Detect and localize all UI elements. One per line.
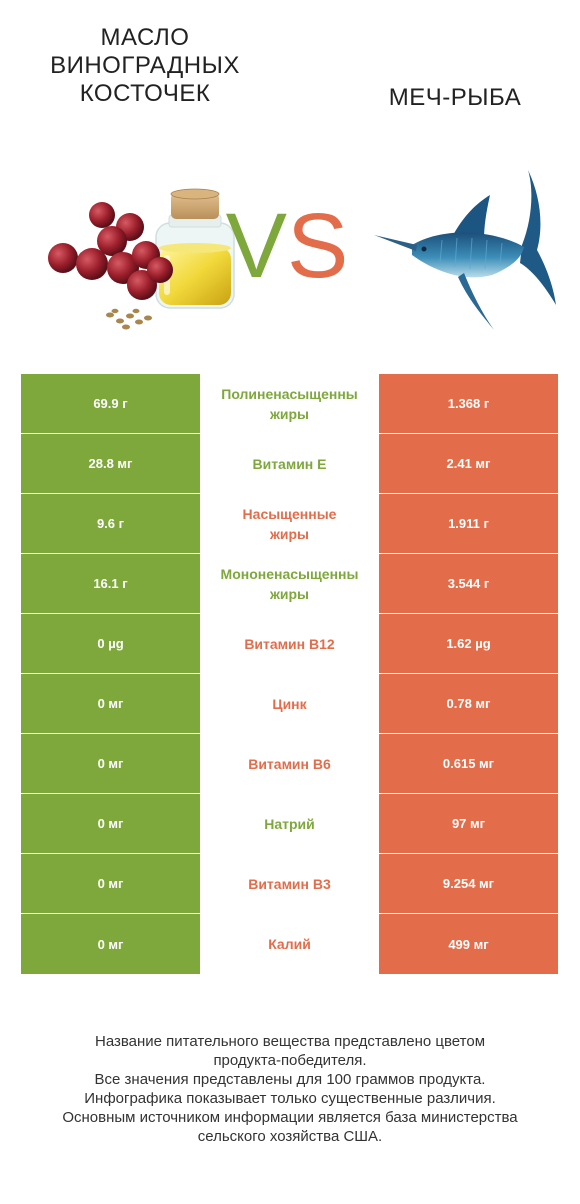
nutrient-name-line: жиры [269, 586, 310, 602]
right-value: 0.615 мг [379, 734, 558, 794]
footer-line: Все значения представлены для 100 граммов продукта. [94, 1071, 486, 1088]
right-value: 1.911 г [379, 494, 558, 554]
left-title-line: ВИНОГРАДНЫХ [50, 52, 240, 79]
table-row [21, 734, 558, 794]
right-value: 1.62 µg [379, 614, 558, 674]
right-value: 2.41 мг [379, 434, 558, 494]
nutrient-name-line: Витамин B12 [244, 636, 335, 652]
table-row [21, 854, 558, 914]
nutrient-comparison-table [21, 374, 558, 974]
table-row [21, 914, 558, 974]
left-value: 9.6 г [21, 494, 200, 554]
swordfish-image [372, 165, 562, 340]
nutrient-name [200, 374, 379, 434]
nutrient-name [200, 554, 379, 614]
nutrient-name-line: Витамин B3 [248, 876, 331, 892]
footer-line: сельского хозяйства США. [197, 1128, 383, 1145]
nutrient-name-line: жиры [269, 406, 310, 422]
left-value: 16.1 г [21, 554, 200, 614]
nutrient-name-line: жиры [269, 526, 310, 542]
left-value: 0 µg [21, 614, 200, 674]
vs-v: V [225, 195, 287, 297]
left-title-line: КОСТОЧЕК [79, 80, 211, 107]
left-value: 0 мг [21, 674, 200, 734]
nutrient-name-line: Цинк [272, 696, 307, 712]
nutrient-name [200, 854, 379, 914]
right-value: 3.544 г [379, 554, 558, 614]
grapeseed-oil-image [40, 185, 240, 335]
nutrient-name-line: Мононенасыщенны [220, 566, 359, 582]
nutrient-name [200, 494, 379, 554]
table-row [21, 494, 558, 554]
footer-line: продукта-победителя. [213, 1052, 367, 1069]
footer-line: Основным источником информации является база министерства [62, 1109, 518, 1126]
right-value: 97 мг [379, 794, 558, 854]
nutrient-name [200, 734, 379, 794]
right-value: 9.254 мг [379, 854, 558, 914]
nutrient-name [200, 914, 379, 974]
table-row [21, 434, 558, 494]
footer-notes [0, 1032, 580, 1146]
right-value: 499 мг [379, 914, 558, 974]
nutrient-name [200, 794, 379, 854]
footer-line: Название питательного вещества представлено цветом [94, 1033, 486, 1050]
vs-s: S [287, 195, 349, 297]
left-title-line: МАСЛО [100, 24, 190, 51]
nutrient-name-line: Витамин B6 [248, 756, 331, 772]
table-row [21, 674, 558, 734]
left-value: 0 мг [21, 734, 200, 794]
nutrient-name [200, 434, 379, 494]
left-value: 0 мг [21, 854, 200, 914]
nutrient-name-line: Витамин E [252, 456, 327, 472]
right-value: 0.78 мг [379, 674, 558, 734]
nutrient-name-line: Калий [268, 936, 311, 952]
right-product-title: МЕЧ-РЫБА [388, 84, 522, 111]
nutrient-name [200, 614, 379, 674]
nutrient-name-line: Натрий [264, 816, 315, 832]
table-row [21, 374, 558, 434]
nutrient-name [200, 674, 379, 734]
nutrient-name-line: Насыщенные [242, 506, 337, 522]
left-value: 69.9 г [21, 374, 200, 434]
left-product-title [0, 24, 290, 108]
vs-label [222, 196, 352, 296]
left-value: 0 мг [21, 794, 200, 854]
table-row [21, 614, 558, 674]
nutrient-name-line: Полиненасыщенны [221, 386, 358, 402]
left-value: 0 мг [21, 914, 200, 974]
table-row [21, 554, 558, 614]
table-row [21, 794, 558, 854]
left-value: 28.8 мг [21, 434, 200, 494]
right-value: 1.368 г [379, 374, 558, 434]
footer-line: Инфографика показывает только существенные различия. [84, 1090, 496, 1107]
